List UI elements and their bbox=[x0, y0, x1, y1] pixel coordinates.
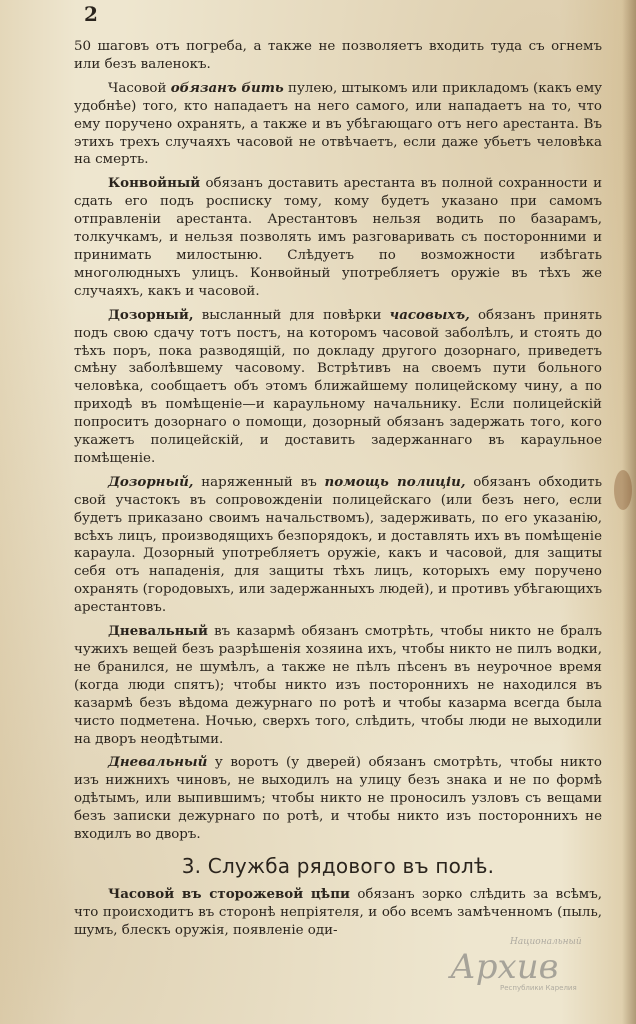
watermark-line1: Национальный bbox=[510, 937, 582, 947]
watermark-line3: Республики Карелия bbox=[500, 984, 577, 992]
body-text: Часовой bbox=[108, 80, 171, 96]
emphasis-text: Дозорный, bbox=[108, 473, 194, 490]
body-text: наряженный въ bbox=[193, 474, 325, 490]
paragraph bbox=[74, 38, 602, 74]
paragraph bbox=[74, 623, 602, 748]
body-text: высланный для повѣрки bbox=[193, 307, 390, 323]
paragraph bbox=[74, 474, 602, 617]
section-title: 3. Служба рядового въ полѣ. bbox=[181, 853, 495, 878]
archive-watermark bbox=[430, 928, 610, 998]
body-text: пулею, штыкомъ или прикладомъ (какъ ему удобнѣе) того, кто нападаетъ на него самого, или нападаетъ на то, что ему поручено охранять, а также и въ убѣгающаго отъ него арестанта. Въ этихъ трехъ случаяхъ часовой не отвѣчаетъ, если даже убьетъ человѣка на смерть. bbox=[74, 80, 602, 168]
body-text: въ казармѣ обязанъ смотрѣть, чтобы никто не бралъ чужихъ вещей безъ разрѣшенія хозяина ихъ, чтобы никто не пилъ водки, не бранился, не шумѣлъ, а также не пѣлъ пѣсенъ въ неурочное время (когда люди спятъ); чтобы никто изъ постороннихъ не находился въ казармѣ безъ вѣдома дежурнаго по ротѣ и чтобы казарма всегда была чисто подметена. Ночью, сверхъ того, слѣдить, чтобы люди не выходили на дворъ неодѣтыми. bbox=[74, 624, 602, 747]
body-text: 50 шаговъ отъ погреба, а также не позволяетъ входить туда съ огнемъ или безъ валенокъ. bbox=[74, 39, 602, 72]
body-text: обязанъ зорко слѣдить за всѣмъ, что происходитъ въ сторонѣ непріятеля, и обо всемъ замѣченномъ (пыль, шумъ, блескъ оружія, появленіе оди- bbox=[74, 886, 602, 938]
paragraphs bbox=[74, 38, 602, 844]
paragraph bbox=[74, 754, 602, 844]
body-text: обязанъ принять подъ свою сдачу тотъ постъ, на которомъ часовой заболѣлъ, и стоять до тѣхъ поръ, пока разводящій, по докладу другого дозорнаго, приведетъ смѣну заболѣвшему часовому. Встрѣтивъ на своемъ пути больного человѣка, сообщаетъ объ этомъ ближайшему полицейскому чину, а по приходѣ въ помѣщеніе—и караульному начальнику. Если полицейскій попроситъ дозорнаго о помощи, дозорный обязанъ задержать того, кого укажетъ полицейскій, и доставить задержаннаго въ караульное помѣщеніе. bbox=[74, 307, 603, 466]
page-edge-shadow bbox=[622, 0, 636, 1024]
emphasis-text: Дневальный bbox=[108, 623, 208, 640]
emphasis-text: обязанъ бить bbox=[170, 79, 284, 96]
body-text: обязанъ обходить свой участокъ въ сопровожденіи полицейскаго (или безъ него, если будетъ приказано своимъ начальствомъ), задерживать, по его указанію, всѣхъ лицъ, производящихъ безпорядокъ, и доставлять ихъ въ помѣщеніе караула. Дозорный употребляетъ оружіе, какъ и часовой, для защиты себя отъ нападенія, для защиты тѣхъ лицъ, которыхъ ему поручено охранять (городовыхъ, или задержанныхъ людей), и противъ убѣгающихъ арестантовъ. bbox=[74, 474, 603, 616]
emphasis-text: Дозорный, bbox=[108, 306, 194, 323]
paper-stain bbox=[614, 470, 632, 510]
emphasis-text: Часовой въ сторожевой цѣпи bbox=[108, 885, 350, 902]
emphasis-text: часовыхъ, bbox=[389, 306, 470, 323]
emphasis-text: Конвойный bbox=[108, 175, 201, 192]
paragraph bbox=[74, 80, 602, 170]
emphasis-text: помощь полиціи, bbox=[324, 473, 466, 490]
watermark-word: Архив bbox=[450, 947, 559, 987]
page-number: 2 bbox=[84, 2, 98, 26]
paragraph bbox=[74, 307, 602, 468]
body-text: у воротъ (у дверей) обязанъ смотрѣть, чтобы никто изъ нижнихъ чиновъ, не выходилъ на улицу безъ знака и не по формѣ одѣтымъ, или выпившимъ; чтобы никто не проносилъ узловъ съ вещами безъ записки дежурнаго по ротѣ, и чтобы никто изъ постороннихъ не входилъ во дворъ. bbox=[74, 755, 602, 843]
paragraph bbox=[74, 175, 602, 300]
body-text: обязанъ доставить арестанта въ полной сохранности и сдать его подъ росписку тому, кому будетъ указано при самомъ отправленіи арестанта. Арестантовъ нельзя водить по базарамъ, толкучкамъ, и нельзя позволять имъ разговаривать съ посторонними и принимать милостыню. Слѣдуетъ по возможности избѣгать многолюдныхъ улицъ. Конвойный употребляетъ оружіе въ тѣхъ же случаяхъ, какъ и часовой. bbox=[74, 176, 602, 299]
document-body bbox=[74, 38, 602, 946]
emphasis-text: Дневальный bbox=[108, 754, 208, 771]
